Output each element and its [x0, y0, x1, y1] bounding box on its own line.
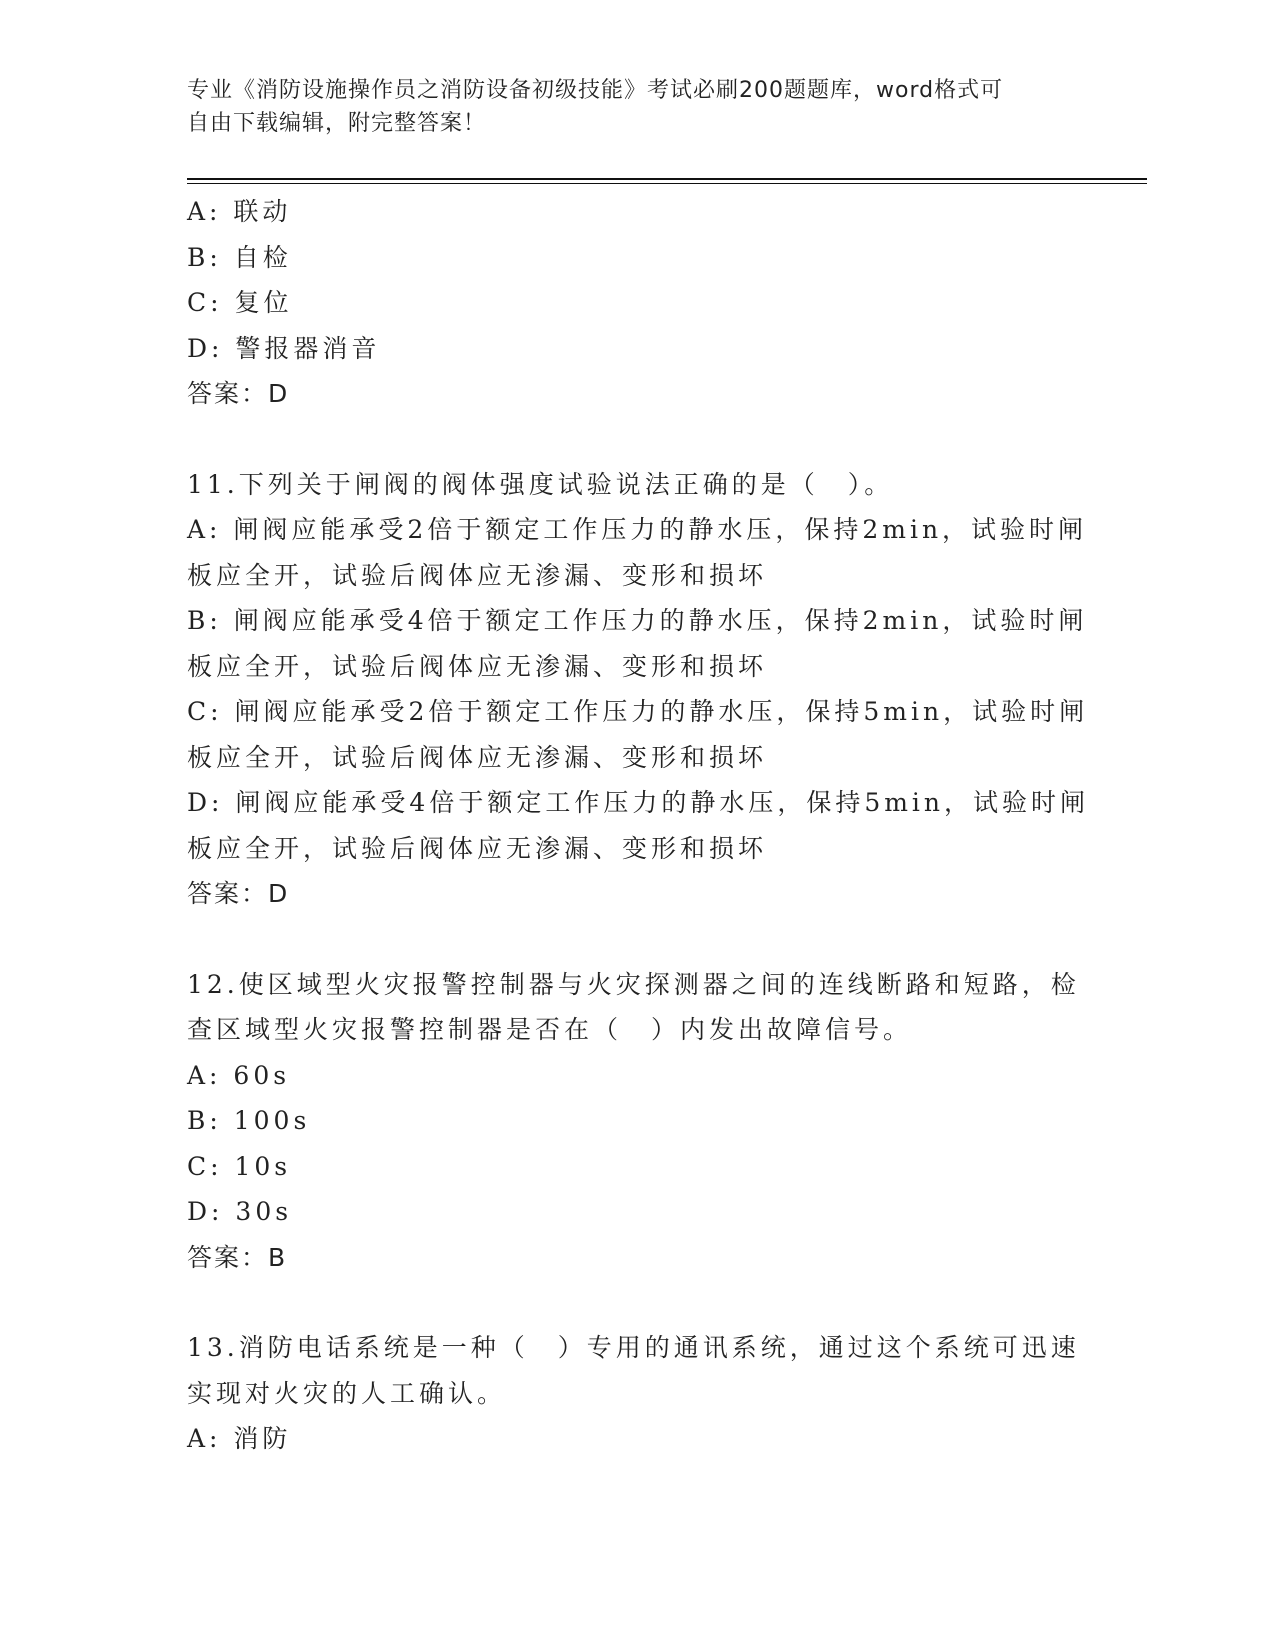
- option-d: D: 30s: [187, 1197, 293, 1226]
- question-content: [187, 189, 1090, 1462]
- option-a: A: 联动: [187, 197, 292, 226]
- answer: 答案：D: [187, 879, 290, 908]
- question-11: [187, 462, 1090, 917]
- option-d: D: 警报器消音: [187, 333, 381, 363]
- option-b-line-1: B: 闸阀应能承受4倍于额定工作压力的静水压，保持2min，试验时闸: [187, 606, 1088, 635]
- question-13: [187, 1325, 1087, 1462]
- header-divider-thin: [187, 183, 1147, 184]
- question-stem: 11.下列关于闸阀的阀体强度试验说法正确的是（ ）。: [187, 469, 894, 499]
- option-b: B: 100s: [187, 1106, 311, 1135]
- answer: 答案：D: [187, 379, 290, 408]
- answer: 答案：B: [187, 1242, 288, 1272]
- option-a: A: 60s: [187, 1060, 291, 1090]
- option-c: C: 复位: [187, 288, 293, 317]
- question-stem-line-1: 13.消防电话系统是一种（ ）专用的通讯系统，通过这个系统可迅速: [187, 1333, 1080, 1362]
- question-stem-line-2: 查区域型火灾报警控制器是否在（ ）内发出故障信号。: [187, 1015, 913, 1044]
- option-a: A: 消防: [187, 1424, 292, 1453]
- header-line-1: 专业《消防设施操作员之消防设备初级技能》考试必刷200题题库，word格式可: [187, 78, 1004, 103]
- option-b-line-2: 板应全开，试验后阀体应无渗漏、变形和损坏: [187, 651, 768, 681]
- option-c-line-2: 板应全开，试验后阀体应无渗漏、变形和损坏: [187, 742, 768, 772]
- header-divider-thick: [187, 178, 1147, 180]
- question-12: [187, 962, 1087, 1281]
- option-a-line-1: A: 闸阀应能承受2倍于额定工作压力的静水压，保持2min，试验时闸: [187, 515, 1088, 544]
- option-d-line-2: 板应全开，试验后阀体应无渗漏、变形和损坏: [187, 833, 768, 863]
- question-10: [187, 189, 1087, 417]
- header-line-2: 自由下载编辑，附完整答案！: [187, 111, 487, 136]
- option-d-line-1: D: 闸阀应能承受4倍于额定工作压力的静水压，保持5min，试验时闸: [187, 788, 1090, 817]
- document-header: [187, 74, 1067, 140]
- option-b: B: 自检: [187, 242, 292, 272]
- question-stem-line-1: 12.使区域型火灾报警控制器与火灾探测器之间的连线断路和短路，检: [187, 969, 1080, 999]
- question-stem-line-2: 实现对火灾的人工确认。: [187, 1378, 507, 1408]
- option-c: C: 10s: [187, 1151, 292, 1181]
- option-c-line-1: C: 闸阀应能承受2倍于额定工作压力的静水压，保持5min，试验时闸: [187, 697, 1089, 726]
- option-a-line-2: 板应全开，试验后阀体应无渗漏、变形和损坏: [187, 560, 768, 590]
